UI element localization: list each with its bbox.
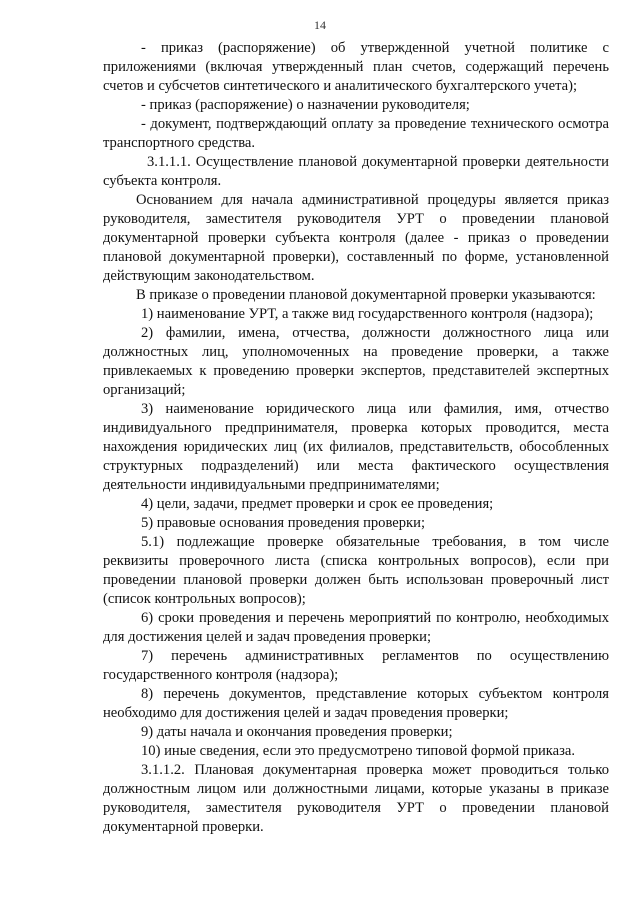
list-item-1: 1) наименование УРТ, а также вид государственного контроля (надзора); <box>141 306 594 322</box>
document-body <box>103 39 609 837</box>
paragraph-accounting-policy-order: - приказ (распоряжение) об утвержденной учетной политике с приложениями (включая утвержденный план счетов, содержащий перечень счетов и субсчетов синтетического и аналитического бухгалтерского учета); <box>103 40 609 94</box>
paragraph-basis-for-procedure: Основанием для начала административной процедуры является приказ руководителя, заместителя руководителя УРТ о проведении плановой документарной проверки субъекта контроля (далее - приказ о проведении плановой документарной проверки), составленный по форме, установленной действующим законодательством. <box>103 192 609 284</box>
list-item-10: 10) иные сведения, если это предусмотрено типовой формой приказа. <box>141 743 576 759</box>
section-paragraph-3-1-1-2: 3.1.1.2. Плановая документарная проверка может проводиться только должностным лицом или должностными лицами, которые указаны в приказе руководителя, заместителя руководителя УРТ о проведении плановой документарной проверки. <box>103 762 609 835</box>
paragraph-director-appointment-order: - приказ (распоряжение) о назначении руководителя; <box>141 97 470 113</box>
list-item-8: 8) перечень документов, представление которых субъектом контроля необходимо для достижения целей и задач проведения проверки; <box>103 686 609 721</box>
list-item-3: 3) наименование юридического лица или фамилия, имя, отчество индивидуального предпринимателя, проверка которых проводится, места нахождения юридических лиц (их филиалов, представительств, обособленных структурных подразделений) или места фактического осуществления деятельности индивидуальными предпринимателями; <box>103 401 609 493</box>
list-item-4: 4) цели, задачи, предмет проверки и срок ее проведения; <box>141 496 494 512</box>
paragraph-inspection-payment-document: - документ, подтверждающий оплату за проведение технического осмотра транспортного средства. <box>103 116 609 151</box>
list-item-5-1: 5.1) подлежащие проверке обязательные требования, в том числе реквизиты проверочного листа (списка контрольных вопросов), если при проведении плановой проверки должен быть использован проверочный лист (список контрольных вопросов); <box>103 534 609 607</box>
list-item-6: 6) сроки проведения и перечень мероприятий по контролю, необходимых для достижения целей и задач проведения проверки; <box>103 610 609 645</box>
paragraph-order-contents-intro: В приказе о проведении плановой документарной проверки указываются: <box>136 287 596 303</box>
list-item-2: 2) фамилии, имена, отчества, должности должностного лица или должностных лиц, уполномоченных на проведение проверки, а также привлекаемых к проведению проверки экспертов, представителей экспертных организаций; <box>103 325 609 398</box>
list-item-9: 9) даты начала и окончания проведения проверки; <box>141 724 453 740</box>
list-item-7: 7) перечень административных регламентов по осуществлению государственного контроля (надзора); <box>103 648 609 683</box>
list-item-5: 5) правовые основания проведения проверки; <box>141 515 426 531</box>
page-number: 14 <box>314 18 326 32</box>
section-heading-3-1-1-1: 3.1.1.1. Осуществление плановой документарной проверки деятельности субъекта контроля. <box>103 154 609 189</box>
